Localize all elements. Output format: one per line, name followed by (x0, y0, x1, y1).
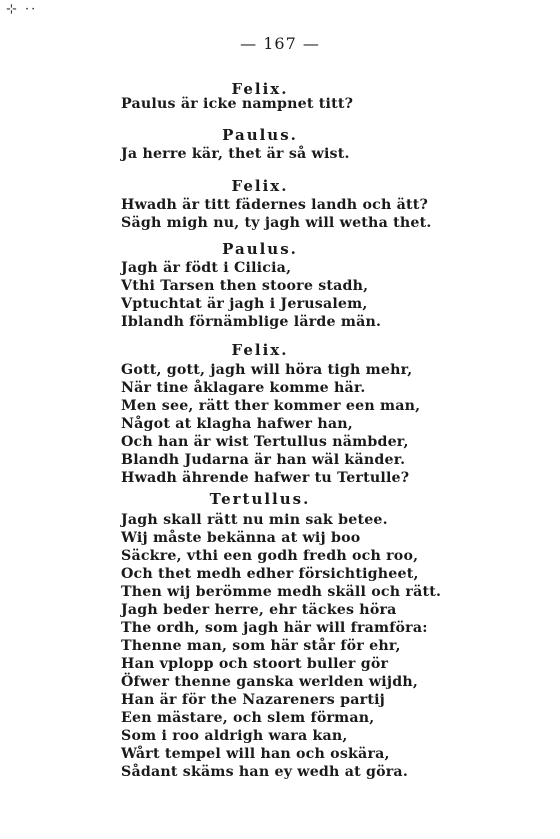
verse-line: Jagh skall rätt nu min sak betee. (121, 512, 388, 528)
verse-line: Han är för the Nazareners partij (121, 692, 385, 708)
verse-line: Iblandh förnämblige lärde män. (121, 314, 382, 330)
verse-line: Hwadh ährende hafwer tu Tertulle? (121, 470, 410, 486)
verse-line: Blandh Judarna är han wäl känder. (121, 452, 406, 468)
verse-line: Men see, rätt ther kommer een man, (121, 398, 421, 414)
verse-line: The ordh, som jagh här will framföra: (121, 620, 428, 636)
verse-line: Säckre, vthi een godh fredh och roo, (121, 548, 419, 564)
verse-line: När tine åklagare komme här. (121, 380, 366, 396)
verse-line: Then wij berömme medh skäll och rätt. (121, 584, 442, 600)
corner-mark: ⊹ ·· (6, 2, 38, 17)
verse-line: Sådant skäms han ey wedh at göra. (121, 764, 408, 780)
verse-line: Wårt tempel will han och oskära, (121, 746, 390, 762)
speaker-heading: Felix. (231, 177, 289, 195)
speaker-heading: Felix. (231, 80, 289, 98)
verse-line: Han vplopp och stoort buller gör (121, 656, 389, 672)
verse-line: Och thet medh edher försichtigheet, (121, 566, 419, 582)
verse-line: Gott, gott, jagh will höra tigh mehr, (121, 362, 413, 378)
speaker-heading: Felix. (231, 341, 289, 359)
verse-line: Jagh är födt i Cilicia, (121, 260, 292, 276)
verse-line: Een mästare, och slem förman, (121, 710, 375, 726)
page-number: — 167 — (240, 34, 320, 53)
verse-line: Thenne man, som här står för ehr, (121, 638, 401, 654)
speaker-heading: Paulus. (222, 240, 298, 258)
verse-line: Jagh beder herre, ehr täckes höra (121, 602, 397, 618)
verse-line: Ja herre kär, thet är så wist. (121, 146, 350, 162)
speaker-heading: Paulus. (222, 126, 298, 144)
verse-line: Wij måste bekänna at wij boo (121, 530, 361, 546)
verse-line: Paulus är icke nampnet titt? (121, 96, 354, 112)
verse-line: Öfwer thenne ganska werlden wijdh, (121, 674, 418, 690)
verse-line: Vptuchtat är jagh i Jerusalem, (121, 296, 368, 312)
verse-line: Vthi Tarsen then stoore stadh, (121, 278, 369, 294)
verse-line: Sägh migh nu, ty jagh will wetha thet. (121, 215, 432, 231)
verse-line: Som i roo aldrigh wara kan, (121, 728, 348, 744)
verse-line: Något at klagha hafwer han, (121, 416, 353, 432)
speaker-heading: Tertullus. (209, 490, 311, 508)
verse-line: Och han är wist Tertullus nämbder, (121, 434, 409, 450)
verse-line: Hwadh är titt fädernes landh och ätt? (121, 197, 429, 213)
